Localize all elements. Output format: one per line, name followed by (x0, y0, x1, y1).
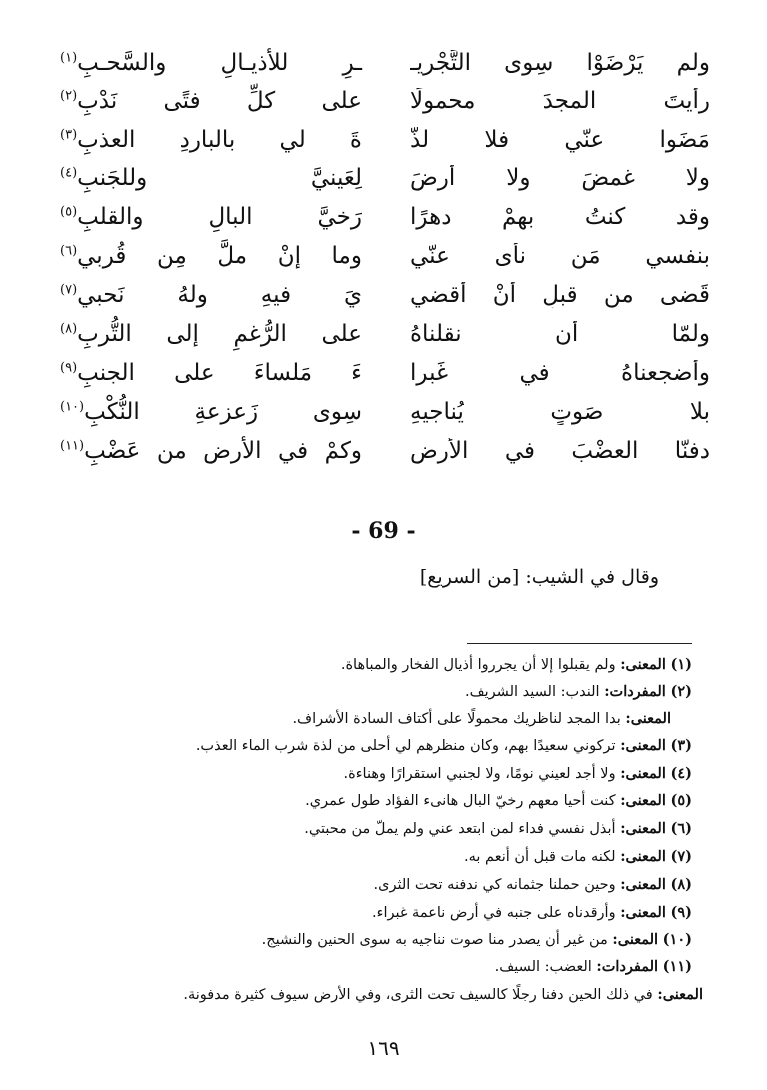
footnote-number: (٥) (670, 792, 692, 809)
footnote-text: وأرقدناه على جنبه في أرض ناعمة غبراء. (372, 905, 616, 921)
footnote-label: المعنى: (620, 792, 666, 809)
footnote-number: (٢) (670, 683, 692, 700)
footnote (72, 765, 692, 782)
second-hemistich (60, 243, 362, 269)
footnote-text: ولا أجد لعيني نومًا، ولا لجنبي استقرارًا وهناءة. (343, 766, 616, 782)
footnote-label: المعنى: (620, 737, 666, 754)
footnote-label: المفردات: (596, 958, 659, 975)
verse-line (60, 438, 710, 474)
footnote-number: (٤) (670, 765, 692, 782)
second-hemistich (60, 282, 362, 308)
footnote-label: المعنى: (620, 848, 666, 865)
footnote-text: أبذل نفسي فداء لمن ابتعد عني ولم يملّ من محبتي. (304, 821, 616, 837)
footnote-number: (١) (670, 656, 692, 673)
hemistich-text: سِوى زَعزعةِ النُّكْبِ (84, 399, 362, 425)
folio-page-number: ١٦٩ (367, 1036, 400, 1060)
footnote-ref: (٨) (60, 321, 78, 337)
footnote-text: كنت أحيا معهم رخيّ البال هانىء الفؤاد طول عمري. (305, 793, 616, 809)
footnote (72, 958, 692, 975)
footnote-divider (467, 643, 692, 644)
footnote-text: ولم يقبلوا إلا أن يجرروا أذيال الفخار والمباهاة. (340, 657, 616, 673)
footnote-ref: (٩) (60, 360, 78, 376)
hemistich-text: على الرُّغمِ إلى التُّربِ (77, 321, 362, 347)
footnote (72, 656, 692, 673)
first-hemistich: قَضى من قبلِ أنْ أَقضي (410, 282, 710, 308)
verse-line (60, 282, 710, 318)
verse-line (60, 360, 710, 396)
footnote-text: في ذلك الحين دفنا رجلًا كالسيف تحت الثرى، وفي الأرض سيوف كثيرة مدفونة. (183, 987, 653, 1003)
verse-line (60, 321, 710, 357)
footnote-ref: (٤) (60, 165, 78, 181)
footnote-label: المفردات: (604, 683, 666, 700)
footnote-text: تركوني سعيدًا بهم، وكان منظرهم لي أحلى من لذة شرب الماء العذب. (195, 738, 616, 754)
footnote-number: (١٠) (662, 931, 692, 948)
footnote-text: بدا المجد لناظريك محمولًا على أكتاف السادة الأشراف. (292, 711, 621, 727)
footnote (72, 792, 692, 809)
hemistich-text: ةَ لي بالباردِ العذبِ (77, 127, 362, 153)
hemistich-text: وكمْ في الأرض من عَضْبِ (84, 438, 362, 464)
second-hemistich (60, 50, 362, 76)
footnote-label: المعنى: (620, 820, 666, 837)
first-hemistich: وأضجعناهُ في غَبرا (410, 360, 710, 386)
footnote-label: المعنى: (620, 904, 666, 921)
verse-line (60, 243, 710, 279)
footnote-ref: (١٠) (60, 399, 85, 415)
second-hemistich (60, 438, 362, 464)
footnote-number: (٧) (670, 848, 692, 865)
footnote (72, 848, 692, 865)
first-hemistich: ولم يَرْضَوْا سِوى التَّجْريـ (410, 50, 710, 76)
first-hemistich: وقد كنتُ بهمْ دهرًا (410, 204, 710, 230)
first-hemistich: رأيتَ المجدَ محمولًا (410, 88, 710, 114)
footnote (83, 986, 703, 1003)
footnote-ref: (٣) (60, 127, 78, 143)
footnote-label: المعنى: (612, 931, 659, 948)
footnote-text: العضب: السيف. (494, 959, 592, 975)
footnote-label: المعنى: (657, 986, 703, 1003)
footnote-text: الندب: السيد الشريف. (464, 684, 600, 700)
verse-line (60, 88, 710, 124)
footnote-number: (٣) (670, 737, 692, 754)
footnote-label: المعنى: (620, 876, 666, 893)
footnote (51, 710, 671, 727)
first-hemistich: ولا غمضَ ولا أرضَ (410, 165, 710, 191)
footnote (72, 737, 692, 754)
verse-line (60, 50, 710, 86)
verse-line (60, 204, 710, 240)
second-hemistich (60, 88, 362, 114)
footnote-number: (١١) (662, 958, 692, 975)
hemistich-text: يَ فيهِ ولهُ نَحبي (77, 282, 362, 308)
second-hemistich (60, 321, 362, 347)
verse-line (60, 165, 710, 201)
second-hemistich (60, 204, 362, 230)
footnote-ref: (٥) (60, 204, 78, 220)
footnote-text: من غير أن يصدر منا صوت نناجيه به سوى الحنين والنشيج. (261, 932, 608, 948)
first-hemistich: بنفسي مَن نأى عنّي (410, 243, 710, 269)
footnote-number: (٨) (670, 876, 692, 893)
footnote-label: المعنى: (620, 656, 666, 673)
footnote-ref: (١١) (60, 438, 85, 454)
footnote (72, 683, 692, 700)
second-hemistich (60, 399, 362, 425)
hemistich-text: ـرِ للأذيـالِ والسَّحـبِ (77, 50, 362, 76)
footnote (72, 820, 692, 837)
poem-page-number: - 69 - (351, 518, 416, 544)
footnote-label: المعنى: (625, 710, 671, 727)
first-hemistich: مَضَوا عنّي فلا لذّ (410, 127, 710, 153)
first-hemistich: بلا صَوتٍ يُناجيهِ (410, 399, 710, 425)
first-hemistich: دفنّا العضْبَ في الأرضِ (410, 438, 710, 464)
second-hemistich (60, 360, 362, 386)
hemistich-text: وما إنْ ملَّ مِن قُربي (77, 243, 362, 269)
footnote-label: المعنى: (620, 765, 666, 782)
hemistich-text: رَخيَّ البالِ والقلبِ (77, 204, 362, 230)
hemistich-text: لِعَينيَّ وللجَنبِ (77, 165, 362, 191)
hemistich-text: ءَ مَلساءَ على الجنبِ (77, 360, 362, 386)
first-hemistich: ولمّا أن نقلناهُ (410, 321, 710, 347)
footnote (72, 904, 692, 921)
second-hemistich (60, 127, 362, 153)
second-hemistich (60, 165, 362, 191)
footnote-ref: (٢) (60, 88, 78, 104)
footnote-number: (٦) (670, 820, 692, 837)
footnote-ref: (٧) (60, 282, 78, 298)
footnote (72, 876, 692, 893)
footnote-ref: (٦) (60, 243, 78, 259)
footnote-number: (٩) (670, 904, 692, 921)
verse-line (60, 399, 710, 435)
verse-line (60, 127, 710, 163)
hemistich-text: على كلِّ فتًى نَدْبِ (77, 88, 362, 114)
footnote-ref: (١) (60, 50, 78, 66)
footnote-text: لكنه مات قبل أن أنعم به. (464, 849, 616, 865)
footnote (72, 931, 692, 948)
footnote-text: وحين حملنا جثمانه كي ندفنه تحت الثرى. (373, 877, 616, 893)
poem-intro: وقال في الشيب: [من السريع] (419, 566, 659, 588)
